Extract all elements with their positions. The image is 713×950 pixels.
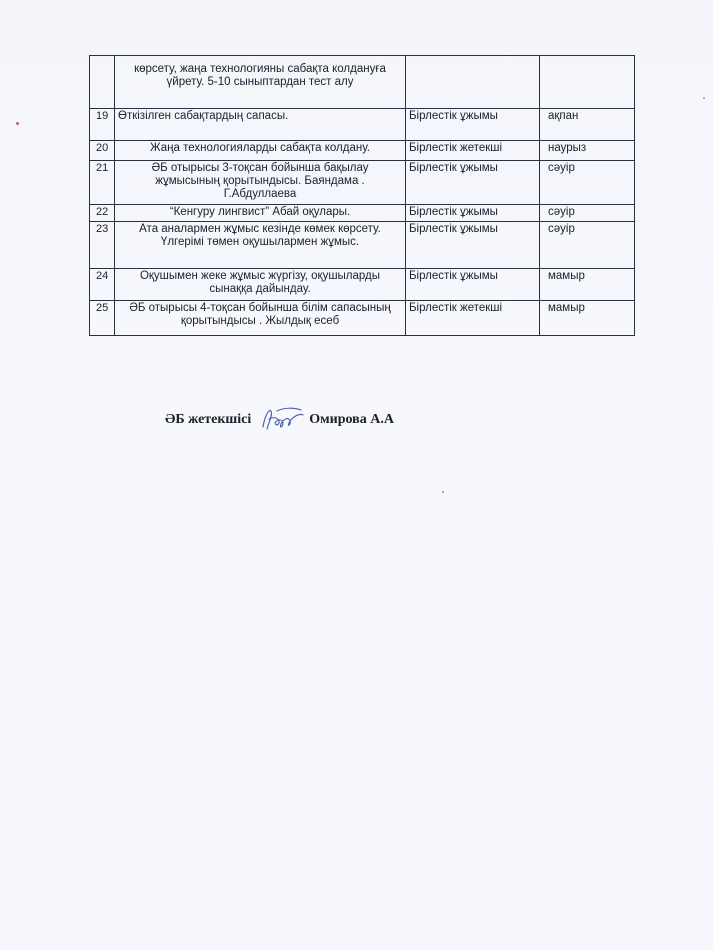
task-cell: “Кенгуру лингвист” Абай оқулары. xyxy=(115,205,406,222)
deadline-cell: сәуір xyxy=(540,205,635,222)
responsible-cell: Бірлестік жетекші xyxy=(406,301,540,336)
table-row xyxy=(90,109,635,141)
row-number-cell: 22 xyxy=(90,205,115,222)
deadline-cell: мамыр xyxy=(540,269,635,301)
responsible-cell xyxy=(406,56,540,109)
deadline-cell: наурыз xyxy=(540,141,635,161)
table-row xyxy=(90,56,635,109)
paper-speck xyxy=(442,491,444,493)
task-cell: Оқушымен жеке жұмыс жүргізу, оқушыларды сынаққа дайындау. xyxy=(115,269,406,301)
responsible-cell: Бірлестік ұжымы xyxy=(406,161,540,205)
task-cell: Жаңа технологияларды сабақта колдану. xyxy=(115,141,406,161)
task-cell: ӘБ отырысы 4-тоқсан бойынша білім сапасының қорытындысы . Жылдық есеб xyxy=(115,301,406,336)
table-row xyxy=(90,222,635,269)
responsible-cell: Бірлестік ұжымы xyxy=(406,269,540,301)
signature-block xyxy=(165,405,394,435)
paper-speck xyxy=(16,122,19,125)
work-plan-table xyxy=(89,55,635,336)
table-row xyxy=(90,141,635,161)
table-row xyxy=(90,301,635,336)
responsible-cell: Бірлестік ұжымы xyxy=(406,109,540,141)
task-cell: ӘБ отырысы 3-тоқсан бойынша бақылау жұмысының қорытындысы. Баяндама . Г.Абдуллаева xyxy=(115,161,406,205)
task-cell: көрсету, жаңа технологияны сабақта колдануға үйрету. 5-10 сыныптардан тест алу xyxy=(115,56,406,109)
handwritten-signature xyxy=(259,405,307,435)
deadline-cell: мамыр xyxy=(540,301,635,336)
table-row xyxy=(90,161,635,205)
paper-speck xyxy=(703,97,705,99)
deadline-cell xyxy=(540,56,635,109)
responsible-cell: Бірлестік жетекші xyxy=(406,141,540,161)
signature-title: ӘБ жетекшісі xyxy=(165,412,252,427)
signatory-name: Омирова А.А xyxy=(309,412,394,427)
task-cell: Өткізілген сабақтардың сапасы. xyxy=(115,109,406,141)
responsible-cell: Бірлестік ұжымы xyxy=(406,205,540,222)
row-number-cell: 21 xyxy=(90,161,115,205)
row-number-cell: 25 xyxy=(90,301,115,336)
responsible-cell: Бірлестік ұжымы xyxy=(406,222,540,269)
task-cell: Ата аналармен жұмыс кезінде көмек көрсету. Үлгерімі төмен оқушылармен жұмыс. xyxy=(115,222,406,269)
row-number-cell: 19 xyxy=(90,109,115,141)
deadline-cell: сәуір xyxy=(540,222,635,269)
row-number-cell: 24 xyxy=(90,269,115,301)
table-row xyxy=(90,269,635,301)
table-row xyxy=(90,205,635,222)
deadline-cell: сәуір xyxy=(540,161,635,205)
deadline-cell: ақпан xyxy=(540,109,635,141)
row-number-cell: 23 xyxy=(90,222,115,269)
row-number-cell xyxy=(90,56,115,109)
row-number-cell: 20 xyxy=(90,141,115,161)
